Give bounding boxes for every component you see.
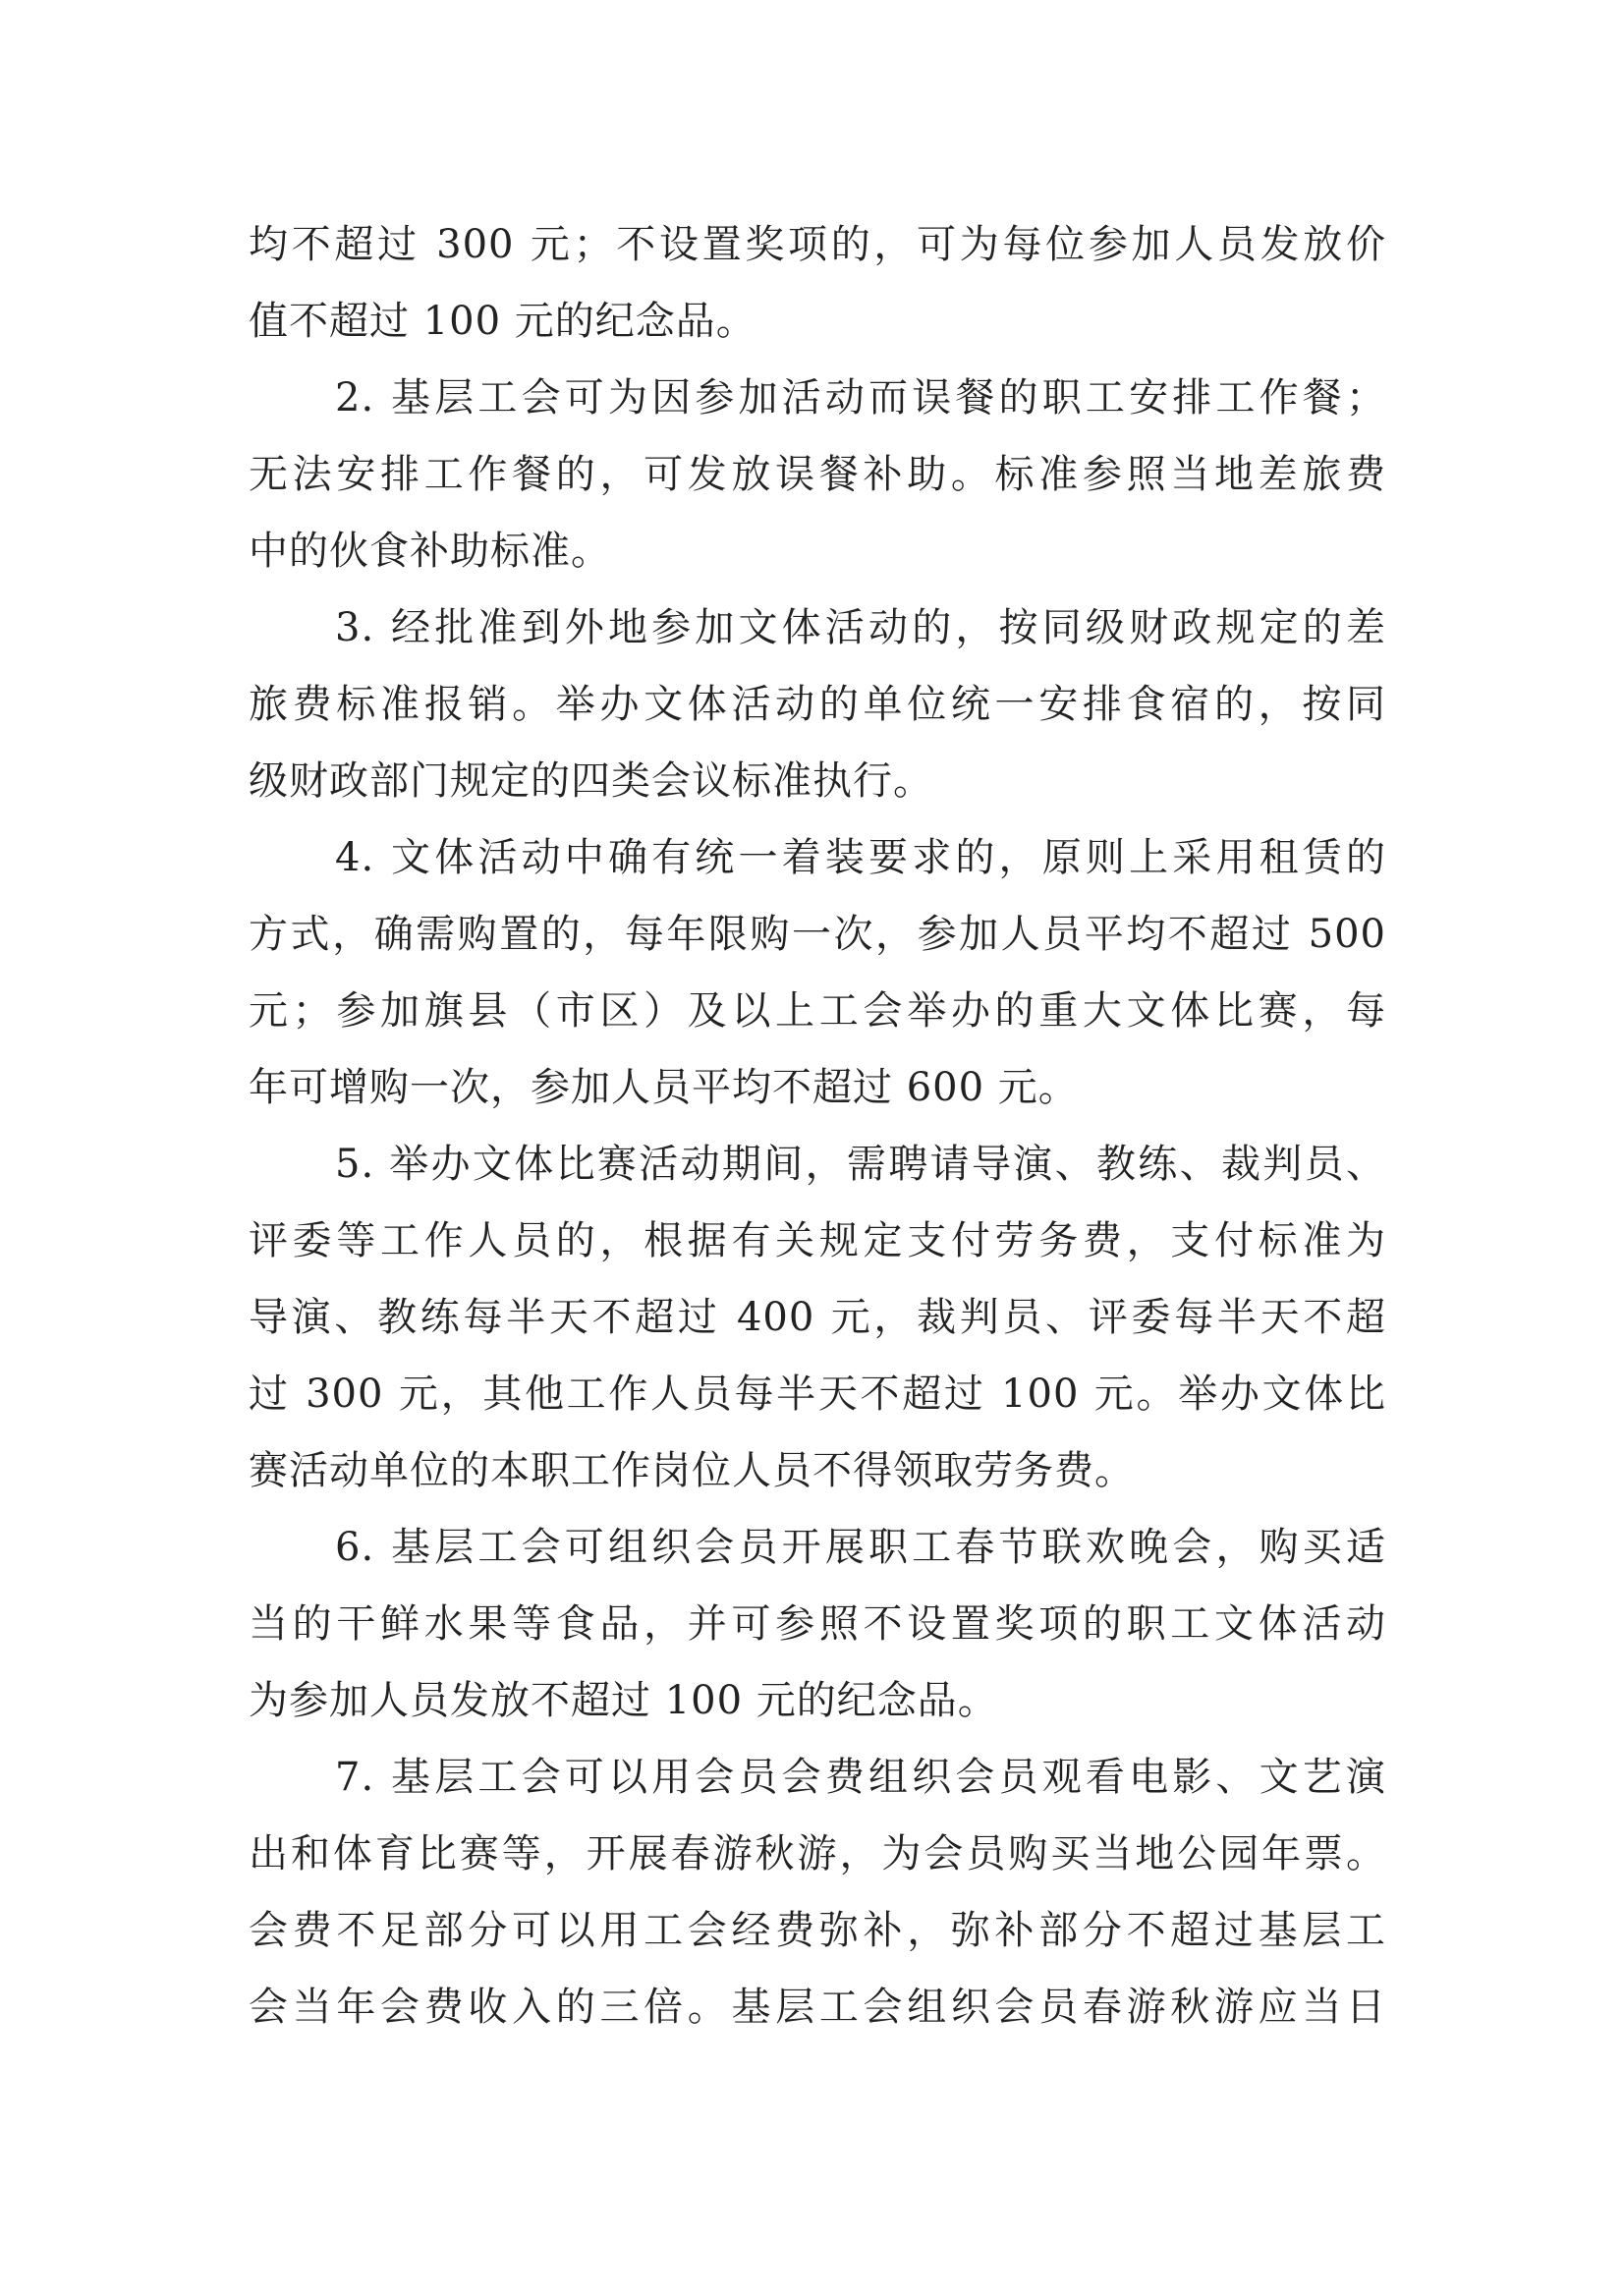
text-line: 7. 基层工会可以用会员会费组织会员观看电影、文艺演: [335, 1755, 1386, 1800]
text-line: 过 300 元，其他工作人员每半天不超过 100 元。举办文体比: [249, 1372, 1386, 1417]
text-line: 值不超过 100 元的纪念品。: [249, 299, 756, 344]
text-line: 会费不足部分可以用工会经费弥补，弥补部分不超过基层工: [249, 1908, 1386, 1953]
text-line: 旅费标准报销。举办文体活动的单位统一安排食宿的，按同: [249, 682, 1386, 727]
text-line: 当的干鲜水果等食品，并可参照不设置奖项的职工文体活动: [249, 1601, 1386, 1647]
text-line: 会当年会费收入的三倍。基层工会组织会员春游秋游应当日: [249, 1985, 1386, 2030]
text-line: 5. 举办文体比赛活动期间，需聘请导演、教练、裁判员、: [335, 1142, 1386, 1187]
text-line: 均不超过 300 元；不设置奖项的，可为每位参加人员发放价: [249, 222, 1386, 267]
text-line: 元；参加旗县（市区）及以上工会举办的重大文体比赛，每: [249, 988, 1386, 1034]
text-line: 为参加人员发放不超过 100 元的纪念品。: [249, 1678, 998, 1723]
text-line: 导演、教练每半天不超过 400 元，裁判员、评委每半天不超: [249, 1295, 1386, 1340]
text-line: 4. 文体活动中确有统一着装要求的，原则上采用租赁的: [335, 835, 1386, 880]
text-line: 出和体育比赛等，开展春游秋游，为会员购买当地公园年票。: [249, 1831, 1386, 1876]
text-line: 无法安排工作餐的，可发放误餐补助。标准参照当地差旅费: [249, 452, 1386, 497]
text-line: 评委等工作人员的，根据有关规定支付劳务费，支付标准为: [249, 1218, 1386, 1263]
text-line: 年可增购一次，参加人员平均不超过 600 元。: [249, 1065, 1079, 1110]
text-line: 方式，确需购置的，每年限购一次，参加人员平均不超过 500: [249, 912, 1386, 957]
text-line: 3. 经批准到外地参加文体活动的，按同级财政规定的差: [335, 605, 1386, 650]
text-line: 级财政部门规定的四类会议标准执行。: [249, 758, 933, 804]
text-line: 6. 基层工会可组织会员开展职工春节联欢晚会，购买适: [335, 1525, 1386, 1570]
document-body: [249, 206, 1386, 2045]
text-line: 2. 基层工会可为因参加活动而误餐的职工安排工作餐；: [335, 375, 1386, 420]
text-line: 中的伙食补助标准。: [249, 529, 611, 574]
text-line: 赛活动单位的本职工作岗位人员不得领取劳务费。: [249, 1448, 1135, 1493]
